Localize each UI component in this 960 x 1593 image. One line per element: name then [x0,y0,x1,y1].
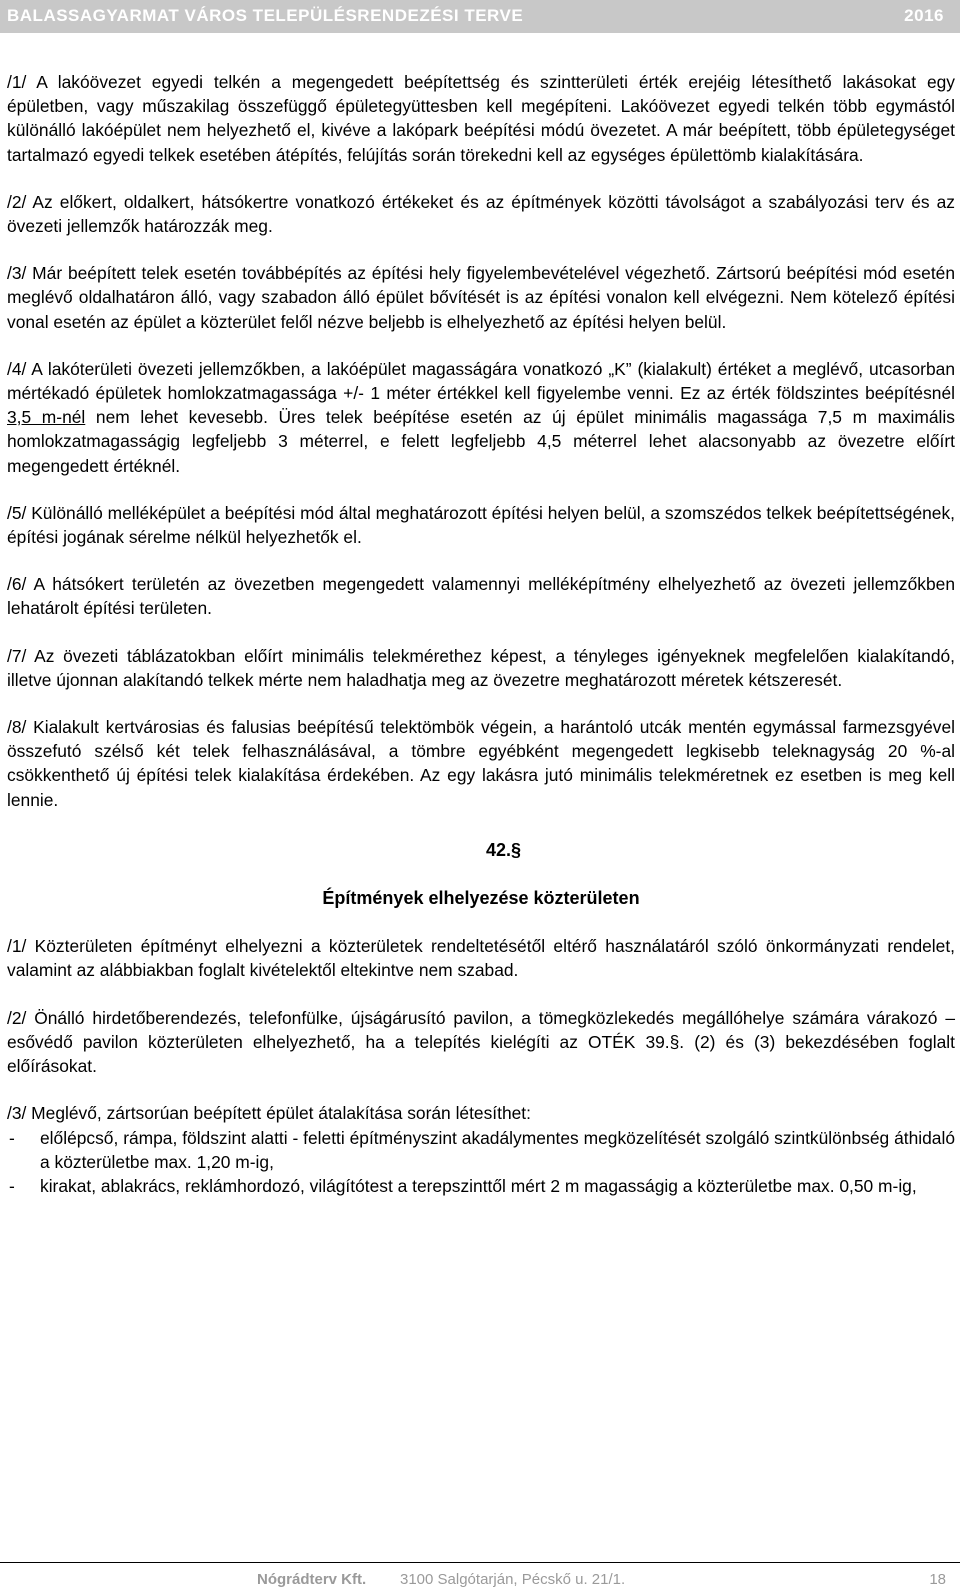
list-item-text: kirakat, ablakrács, reklámhordozó, világítótest a terepszinttől mért 2 m magasságig a közterületbe max. 0,50 m-ig, [40,1175,917,1196]
paragraph-2: /2/ Az előkert, oldalkert, hátsókertre vonatkozó értékeket és az építmények közötti távolságot a szabályozási terv és az övezeti jellemzők határozzák meg. [7,191,955,237]
footer-company: Nógrádterv Kft. [257,1571,367,1588]
page-header [0,0,960,33]
section-title: Építmények elhelyezése közterületen [322,888,640,909]
paragraph-6: /6/ A hátsókert területén az övezetben megengedett valamennyi melléképítmény elhelyezhető az övezeti jellemzőkben lehatárolt építési területen. [7,574,955,619]
page-footer [0,1570,960,1590]
document-title: BALASSAGYARMAT VÁROS TELEPÜLÉSRENDEZÉSI TERVE [7,6,524,25]
dash-marker: - [9,1175,15,1196]
list-item [7,1126,955,1174]
paragraph-4-underlined-value: 3,5 m-nél [7,407,86,428]
section-paragraph-3-intro: /3/ Meglévő, zártsorúan beépített épület átalakítása során létesíthet: [7,1103,531,1124]
section-paragraph-2: /2/ Önálló hirdetőberendezés, telefonfülke, újságárusító pavilon, a tömegközlekedés megállóhelye számára várakozó – esővédő pavilon közterületen elhelyezhető, ha a telepítés kielégíti az OTÉK 39.§. (2) és (3) bekezdésében foglalt előírásokat. [7,1007,955,1077]
dash-marker: - [9,1127,15,1148]
footer-divider [0,1562,960,1563]
section-number: 42.§ [485,839,522,860]
paragraph-4-text-start: /4/ A lakóterületi övezeti jellemzőkben, a lakóépület magasságára vonatkozó „K” (kialakult) értéket a meglévő, utcasorban mértékadó épületek homlokzatmagassága +/- 1 méter értékkel kell figyelembe venni. Ez az érték földszintes beépítésnél [7,358,955,404]
document-year: 2016 [904,6,944,25]
paragraph-5: /5/ Különálló melléképület a beépítési mód által meghatározott építési helyen belül, a szomszédos telkek beépítettségének, építési jogának sérelme nélkül helyezhetők el. [7,502,955,548]
paragraph-8: /8/ Kialakult kertvárosias és falusias beépítésű telektömbök végein, a harántoló utcák mentén egymással farmezsgyével összefutó szélső két telek felhasználásával, a tömbre egyébként megengedett legkisebb teleknagyság 20 %-al csökkenthető új építési telek kialakítása érdekében. Az egy lakásra jutó minimális telekméretnek ez esetben is meg kell lennie. [7,717,955,810]
document-body [7,70,955,1198]
paragraph-4 [7,357,955,478]
paragraph-4-text-end: nem lehet kevesebb. Üres telek beépítése esetén az új épület minimális magassága 7,5 m maximális homlokzatmagasságig legfeljebb 3 méterrel, e felett legfeljebb 4,5 méterrel lehet alacsonyabb az övezetre előírt megengedett értéknél. [7,407,955,476]
list-item-text: előlépcső, rámpa, földszint alatti - feletti építményszint akadálymentes megközelítését szolgáló szintkülönbség áthidaló a közterületbe max. 1,20 m-ig, [40,1127,955,1172]
section-paragraph-1: /1/ Közterületen építményt elhelyezni a közterületek rendeltetésétől eltérő használatáról szóló önkormányzati rendelet, valamint az alábbiakban foglalt kivételektől eltekintve nem szabad. [7,936,955,981]
footer-address: 3100 Salgótarján, Pécskő u. 21/1. [400,1571,626,1588]
list-item [7,1174,955,1198]
paragraph-1: /1/ A lakóövezet egyedi telkén a megengedett beépítettség és szintterületi érték erejéig létesíthető lakásokat egy épületben, vagy műszakilag összefüggő épületegyüttesben kell megépíteni. Lakóövezet egyedi telkén több egymástól különálló lakóépület nem helyezhető el, kivéve a lakópark beépítési módú övezetet. A már beépített, több épületegységet tartalmazó egyedi telkek esetében átépítés, felújítás során törekedni kell az egységes épülettömb kialakítására. [7,72,955,165]
requirements-list [7,1126,955,1199]
paragraph-3: /3/ Már beépített telek esetén továbbépítés az építési hely figyelembevételével végezhető. Zártsorú beépítési mód esetén meglévő oldalhatáron álló, vagy szabadon álló épület bővítését is az építési vonalon kell elvégezni. Nem kötelező építési vonal esetén az épület a közterület felől nézve beljebb is elhelyezhető az építési helyen belül. [7,263,955,332]
paragraph-7: /7/ Az övezeti táblázatokban előírt minimális telekmérethez képest, a tényleges igényeknek megfelelően kialakítandó, illetve újonnan alakítandó telkek mérte nem haladhatja meg az övezetre meghatározott méretek kétszeresét. [7,645,955,690]
page-number: 18 [929,1571,946,1588]
